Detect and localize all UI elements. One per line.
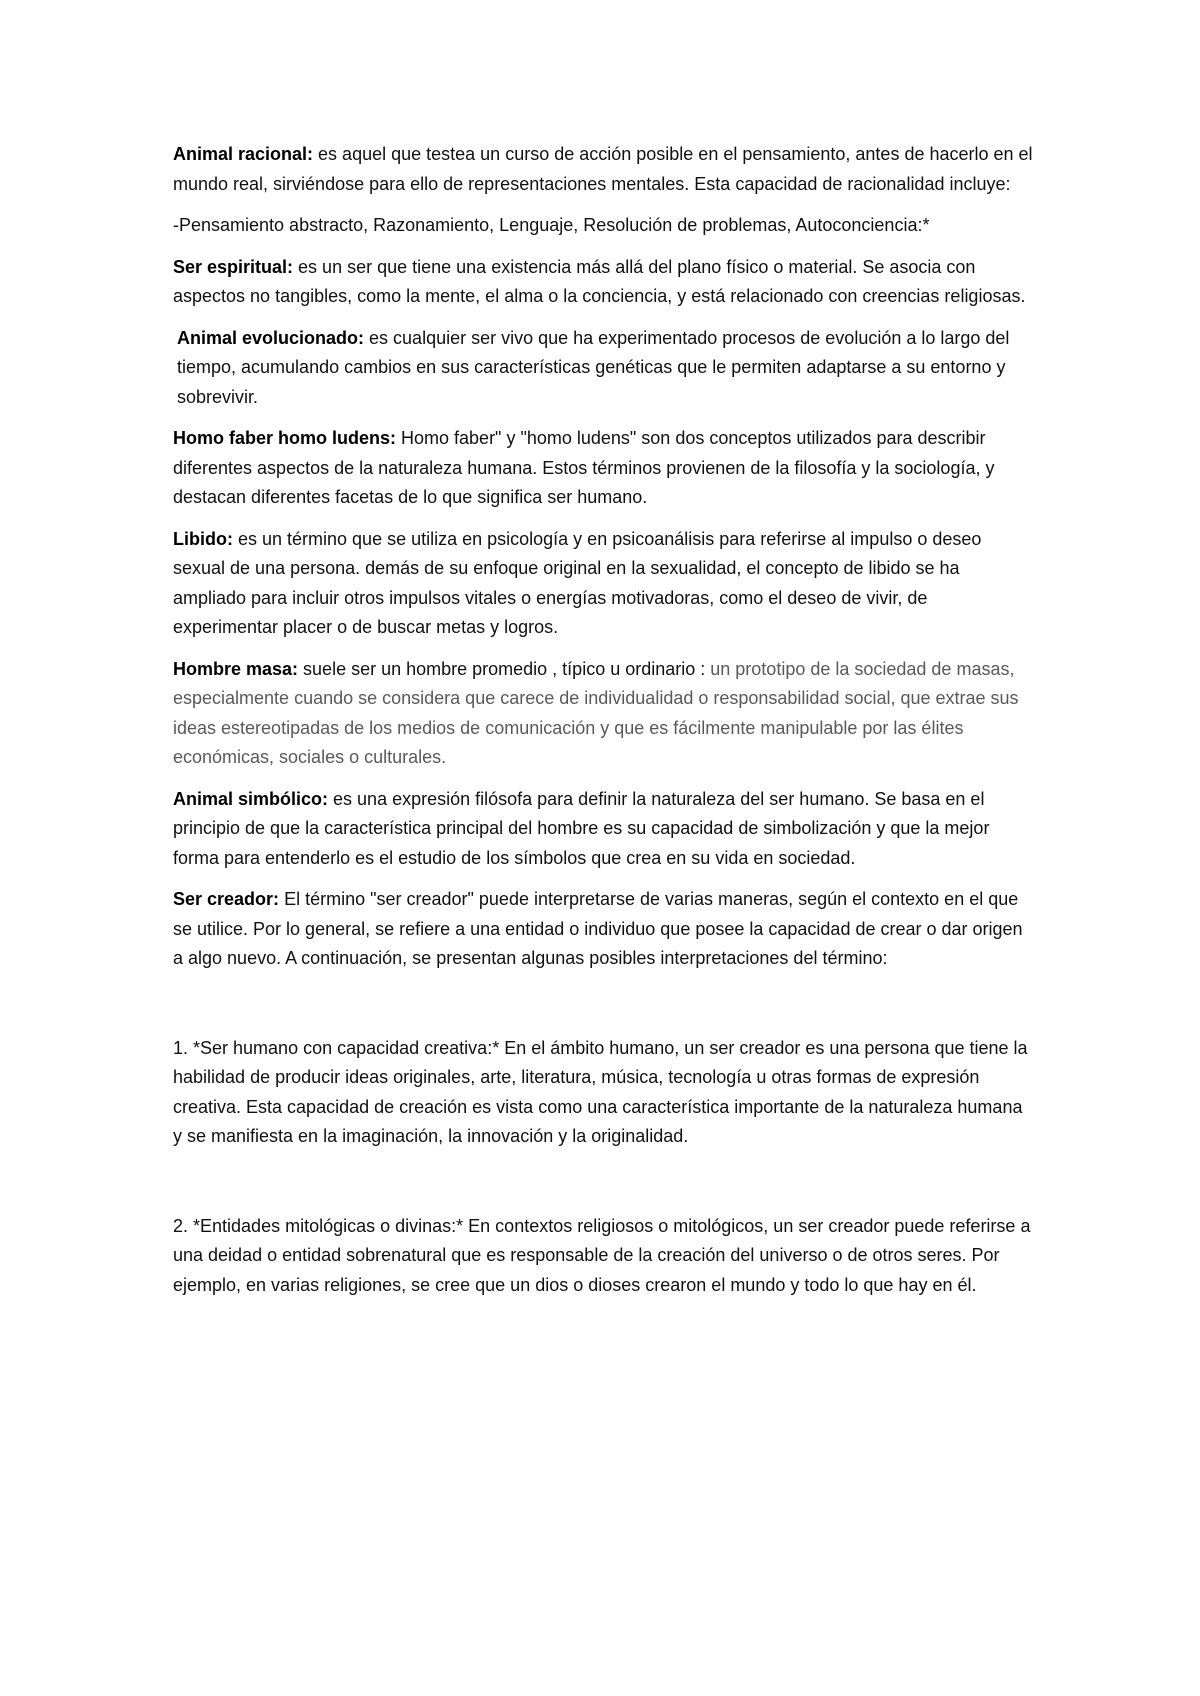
term-hombre-masa: Hombre masa: xyxy=(173,658,299,679)
racionalidad-list-text: -Pensamiento abstracto, Razonamiento, Lenguaje, Resolución de problemas, Autoconciencia:* xyxy=(173,215,930,235)
definition-homo-faber: Homo faber" y "homo ludens" son dos conceptos utilizados para describir diferentes aspectos de la naturaleza humana. Estos términos provienen de la filosofía y la sociología, y destacan diferentes facetas de lo que significa ser humano. xyxy=(173,428,995,507)
list-item-1 xyxy=(173,1034,1033,1152)
term-libido: Libido: xyxy=(173,528,233,549)
spacer xyxy=(173,986,1033,1034)
entry-hombre-masa xyxy=(173,655,1033,773)
definition-hombre-masa-quote: un prototipo de la sociedad de masas, especialmente cuando se considera que carece de individualidad o responsabilidad social, que extrae sus ideas estereotipadas de los medios de comunicación y que es fácilmente manipulable por las élites económicas, sociales o culturales. xyxy=(173,658,1019,767)
document-page xyxy=(173,140,1033,1312)
entry-libido xyxy=(173,525,1033,643)
term-animal-simbolico: Animal simbólico: xyxy=(173,788,329,809)
entry-homo-faber xyxy=(173,424,1033,513)
entry-animal-racional xyxy=(173,140,1033,199)
term-ser-creador: Ser creador: xyxy=(173,889,280,909)
list-item-2 xyxy=(173,1212,1033,1301)
definition-ser-espiritual: es un ser que tiene una existencia más allá del plano físico o material. Se asocia con aspectos no tangibles, como la mente, el alma o la conciencia, y está relacionado con creencias religiosas. xyxy=(173,256,1026,306)
definition-animal-simbolico: es una expresión filósofa para definir la naturaleza del ser humano. Se basa en el principio de que la característica principal del hombre es su capacidad de simbolización y que la mejor forma para entenderlo es el estudio de los símbolos que crea en su vida en sociedad. xyxy=(173,788,990,868)
term-homo-faber: Homo faber homo ludens: xyxy=(173,428,397,448)
list-item-2-text: 2. *Entidades mitológicas o divinas:* En contextos religiosos o mitológicos, un ser creador puede referirse a una deidad o entidad sobrenatural que es responsable de la creación del universo o de otros seres. Por ejemplo, en varias religiones, se cree que un dios o dioses crearon el mundo y todo lo que hay en él. xyxy=(173,1215,1031,1295)
entry-animal-simbolico xyxy=(173,785,1033,874)
definition-hombre-masa: suele ser un hombre promedio , típico u ordinario : xyxy=(298,658,711,679)
definition-animal-evolucionado: es cualquier ser vivo que ha experimentado procesos de evolución a lo largo del tiempo, acumulando cambios en sus características genéticas que le permiten adaptarse a su entorno y sobrevivir. xyxy=(177,327,1010,407)
list-item-1-text: 1. *Ser humano con capacidad creativa:* En el ámbito humano, un ser creador es una persona que tiene la habilidad de producir ideas originales, arte, literatura, música, tecnología u otras formas de expresión creativa. Esta capacidad de creación es vista como una característica importante de la naturaleza humana y se manifiesta en la imaginación, la innovación y la originalidad. xyxy=(173,1037,1028,1146)
term-animal-racional: Animal racional: xyxy=(173,144,314,164)
entry-animal-evolucionado xyxy=(173,324,1033,413)
term-ser-espiritual: Ser espiritual: xyxy=(173,256,294,277)
definition-animal-racional: es aquel que testea un curso de acción posible en el pensamiento, antes de hacerlo en el mundo real, sirviéndose para ello de representaciones mentales. Esta capacidad de racionalidad incluye: xyxy=(173,144,1033,194)
entry-ser-creador xyxy=(173,885,1033,974)
entry-racionalidad-list xyxy=(173,211,1033,241)
entry-ser-espiritual xyxy=(173,253,1033,312)
definition-libido: es un término que se utiliza en psicología y en psicoanálisis para referirse al impulso o deseo sexual de una persona. demás de su enfoque original en la sexualidad, el concepto de libido se ha ampliado para incluir otros impulsos vitales o energías motivadoras, como el deseo de vivir, de experimentar placer o de buscar metas y logros. xyxy=(173,528,982,637)
term-animal-evolucionado: Animal evolucionado: xyxy=(177,327,365,348)
definition-ser-creador: El término "ser creador" puede interpretarse de varias maneras, según el contexto en el que se utilice. Por lo general, se refiere a una entidad o individuo que posee la capacidad de crear o dar origen a algo nuevo. A continuación, se presentan algunas posibles interpretaciones del término: xyxy=(173,889,1023,968)
spacer xyxy=(173,1164,1033,1212)
